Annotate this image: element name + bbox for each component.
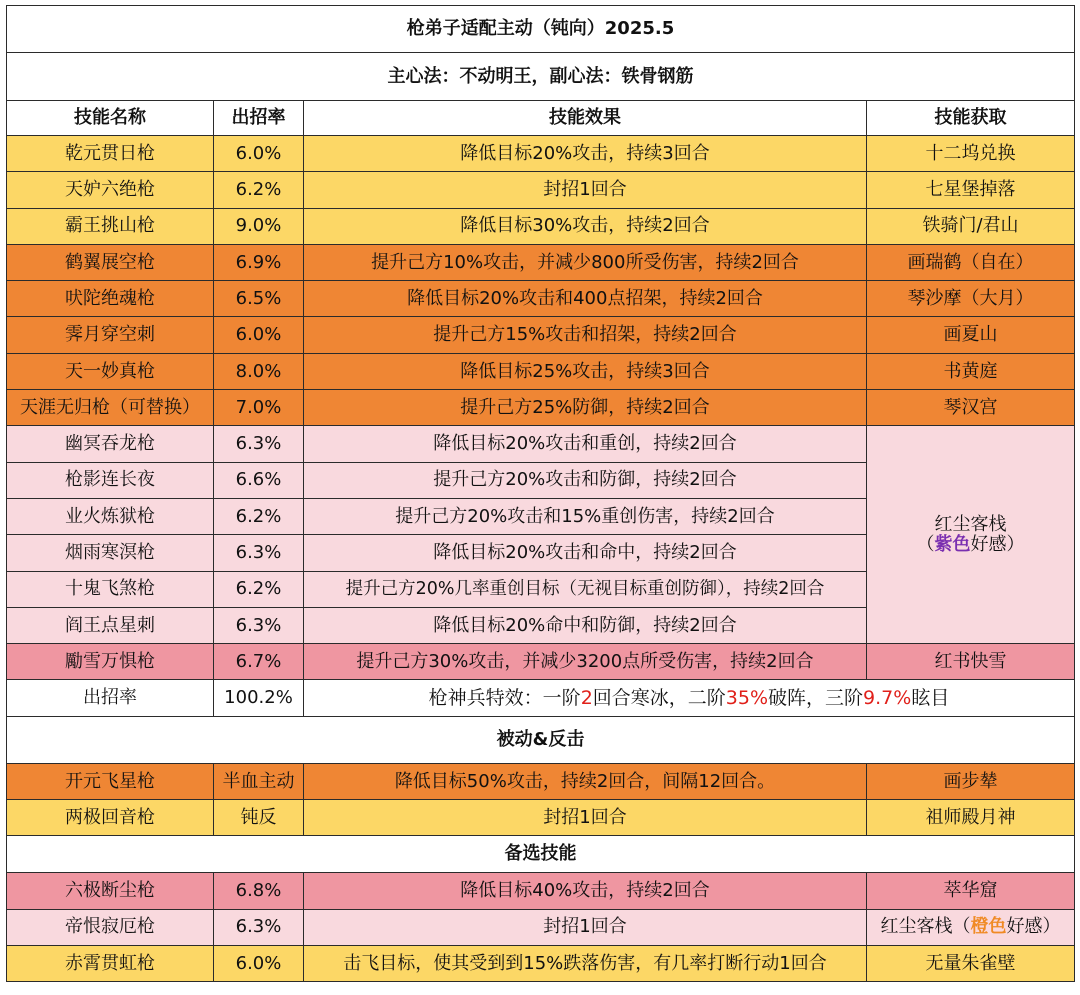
table-row bbox=[7, 353, 1075, 389]
total-value: 100.2% bbox=[214, 680, 304, 716]
merged-source-line1: 红尘客栈 bbox=[934, 513, 1007, 535]
skill-rate: 6.7% bbox=[214, 644, 304, 680]
skill-rate: 6.5% bbox=[214, 281, 304, 317]
section-row bbox=[7, 716, 1075, 763]
header-source: 技能获取 bbox=[867, 101, 1075, 136]
skill-effect: 提升己方30%攻击，并减少3200点所受伤害，持续2回合 bbox=[304, 644, 867, 680]
header-rate: 出招率 bbox=[214, 101, 304, 136]
skill-table bbox=[6, 5, 1075, 982]
skill-source: 画步辇 bbox=[867, 763, 1075, 799]
skill-name: 六极断尘枪 bbox=[7, 873, 214, 909]
skill-name: 枪影连长夜 bbox=[7, 462, 214, 498]
skill-source: 七星堡掉落 bbox=[867, 172, 1075, 208]
skill-effect: 提升己方20%攻击和防御，持续2回合 bbox=[304, 462, 867, 498]
skill-rate: 6.3% bbox=[214, 535, 304, 571]
skill-name: 天一妙真枪 bbox=[7, 353, 214, 389]
skill-rate: 6.2% bbox=[214, 571, 304, 607]
skill-name: 帝恨寂厄枪 bbox=[7, 909, 214, 945]
skill-name: 吠陀绝魂枪 bbox=[7, 281, 214, 317]
skill-name: 阎王点星刺 bbox=[7, 607, 214, 643]
sheet-title: 枪弟子适配主动（钝向）2025.5 bbox=[7, 6, 1075, 53]
skill-effect: 降低目标20%命中和防御，持续2回合 bbox=[304, 607, 867, 643]
sheet-subtitle: 主心法：不动明王，副心法：铁骨钢筋 bbox=[7, 53, 1075, 101]
skill-effect: 降低目标50%攻击，持续2回合，间隔12回合。 bbox=[304, 763, 867, 799]
merged-source-line2: （紫色好感） bbox=[916, 533, 1025, 555]
skill-rate: 6.0% bbox=[214, 945, 304, 981]
skill-effect: 降低目标20%攻击和命中，持续2回合 bbox=[304, 535, 867, 571]
skill-rate: 6.8% bbox=[214, 873, 304, 909]
skill-rate: 半血主动 bbox=[214, 763, 304, 799]
skill-effect: 提升己方20%攻击和15%重创伤害，持续2回合 bbox=[304, 498, 867, 534]
section-row bbox=[7, 836, 1075, 873]
table-row bbox=[7, 172, 1075, 208]
skill-source: 琴汉宫 bbox=[867, 390, 1075, 426]
skill-rate: 6.2% bbox=[214, 498, 304, 534]
skill-rate: 6.2% bbox=[214, 172, 304, 208]
skill-name: 烟雨寒溟枪 bbox=[7, 535, 214, 571]
skill-source: 祖师殿月神 bbox=[867, 800, 1075, 836]
table-row bbox=[7, 644, 1075, 680]
skill-source: 红尘客栈（橙色好感） bbox=[867, 909, 1075, 945]
skill-name: 十鬼飞煞枪 bbox=[7, 571, 214, 607]
total-label: 出招率 bbox=[7, 680, 214, 716]
skill-source: 琴沙摩（大月） bbox=[867, 281, 1075, 317]
skill-rate: 6.9% bbox=[214, 244, 304, 280]
purple-affinity-text: 紫色 bbox=[934, 533, 971, 555]
skill-source: 无量朱雀壁 bbox=[867, 945, 1075, 981]
skill-name: 幽冥吞龙枪 bbox=[7, 426, 214, 462]
skill-source: 十二坞兑换 bbox=[867, 136, 1075, 172]
skill-effect: 提升己方15%攻击和招架，持续2回合 bbox=[304, 317, 867, 353]
skill-rate: 7.0% bbox=[214, 390, 304, 426]
skill-rate: 6.0% bbox=[214, 317, 304, 353]
header-effect: 技能效果 bbox=[304, 101, 867, 136]
skill-rate: 6.3% bbox=[214, 909, 304, 945]
skill-name: 勵雪万惧枪 bbox=[7, 644, 214, 680]
skill-name: 两极回音枪 bbox=[7, 800, 214, 836]
skill-rate: 8.0% bbox=[214, 353, 304, 389]
skill-source: 铁骑门/君山 bbox=[867, 208, 1075, 244]
skill-effect: 降低目标20%攻击和重创，持续2回合 bbox=[304, 426, 867, 462]
skill-effect: 降低目标25%攻击，持续3回合 bbox=[304, 353, 867, 389]
table-row bbox=[7, 873, 1075, 909]
skill-effect: 降低目标20%攻击和400点招架，持续2回合 bbox=[304, 281, 867, 317]
table-row bbox=[7, 426, 1075, 462]
orange-affinity-text: 橙色 bbox=[970, 916, 1007, 938]
skill-name: 霸王挑山枪 bbox=[7, 208, 214, 244]
weapon-special-effect: 枪神兵特效：一阶2回合寒冰，二阶35%破阵，三阶9.7%眩目 bbox=[304, 680, 1075, 716]
table-row bbox=[7, 909, 1075, 945]
table-row bbox=[7, 281, 1075, 317]
merged-source-cell bbox=[867, 426, 1075, 644]
skill-effect: 封招1回合 bbox=[304, 909, 867, 945]
skill-effect: 提升己方25%防御，持续2回合 bbox=[304, 390, 867, 426]
skill-rate: 9.0% bbox=[214, 208, 304, 244]
table-row bbox=[7, 763, 1075, 799]
skill-source: 画夏山 bbox=[867, 317, 1075, 353]
table-row bbox=[7, 136, 1075, 172]
skill-rate: 6.0% bbox=[214, 136, 304, 172]
section-alt-title: 备选技能 bbox=[7, 836, 1075, 873]
skill-rate: 6.6% bbox=[214, 462, 304, 498]
table-row bbox=[7, 390, 1075, 426]
skill-source: 红书快雪 bbox=[867, 644, 1075, 680]
total-row bbox=[7, 680, 1075, 716]
skill-effect: 降低目标20%攻击，持续3回合 bbox=[304, 136, 867, 172]
table-row bbox=[7, 208, 1075, 244]
section-passive-title: 被动&反击 bbox=[7, 716, 1075, 763]
header-skill-name: 技能名称 bbox=[7, 101, 214, 136]
skill-effect: 封招1回合 bbox=[304, 172, 867, 208]
skill-name: 赤霄贯虹枪 bbox=[7, 945, 214, 981]
table-row bbox=[7, 244, 1075, 280]
table-row bbox=[7, 945, 1075, 981]
skill-effect: 降低目标40%攻击，持续2回合 bbox=[304, 873, 867, 909]
skill-name: 业火炼狱枪 bbox=[7, 498, 214, 534]
skill-effect: 封招1回合 bbox=[304, 800, 867, 836]
header-row bbox=[7, 101, 1075, 136]
skill-source: 书黄庭 bbox=[867, 353, 1075, 389]
skill-effect: 降低目标30%攻击，持续2回合 bbox=[304, 208, 867, 244]
skill-effect: 提升己方20%几率重创目标（无视目标重创防御），持续2回合 bbox=[304, 571, 867, 607]
skill-name: 天妒六绝枪 bbox=[7, 172, 214, 208]
skill-name: 霁月穿空刺 bbox=[7, 317, 214, 353]
skill-name: 天涯无归枪（可替换） bbox=[7, 390, 214, 426]
table-row bbox=[7, 800, 1075, 836]
table-row bbox=[7, 317, 1075, 353]
skill-effect: 击飞目标，使其受到到15%跌落伤害，有几率打断行动1回合 bbox=[304, 945, 867, 981]
skill-source: 画瑞鹤（自在） bbox=[867, 244, 1075, 280]
skill-name: 鹤翼展空枪 bbox=[7, 244, 214, 280]
skill-effect: 提升己方10%攻击，并减少800所受伤害，持续2回合 bbox=[304, 244, 867, 280]
skill-name: 乾元贯日枪 bbox=[7, 136, 214, 172]
skill-rate: 6.3% bbox=[214, 426, 304, 462]
skill-rate: 钝反 bbox=[214, 800, 304, 836]
skill-source: 萃华窟 bbox=[867, 873, 1075, 909]
skill-rate: 6.3% bbox=[214, 607, 304, 643]
skill-name: 开元飞星枪 bbox=[7, 763, 214, 799]
